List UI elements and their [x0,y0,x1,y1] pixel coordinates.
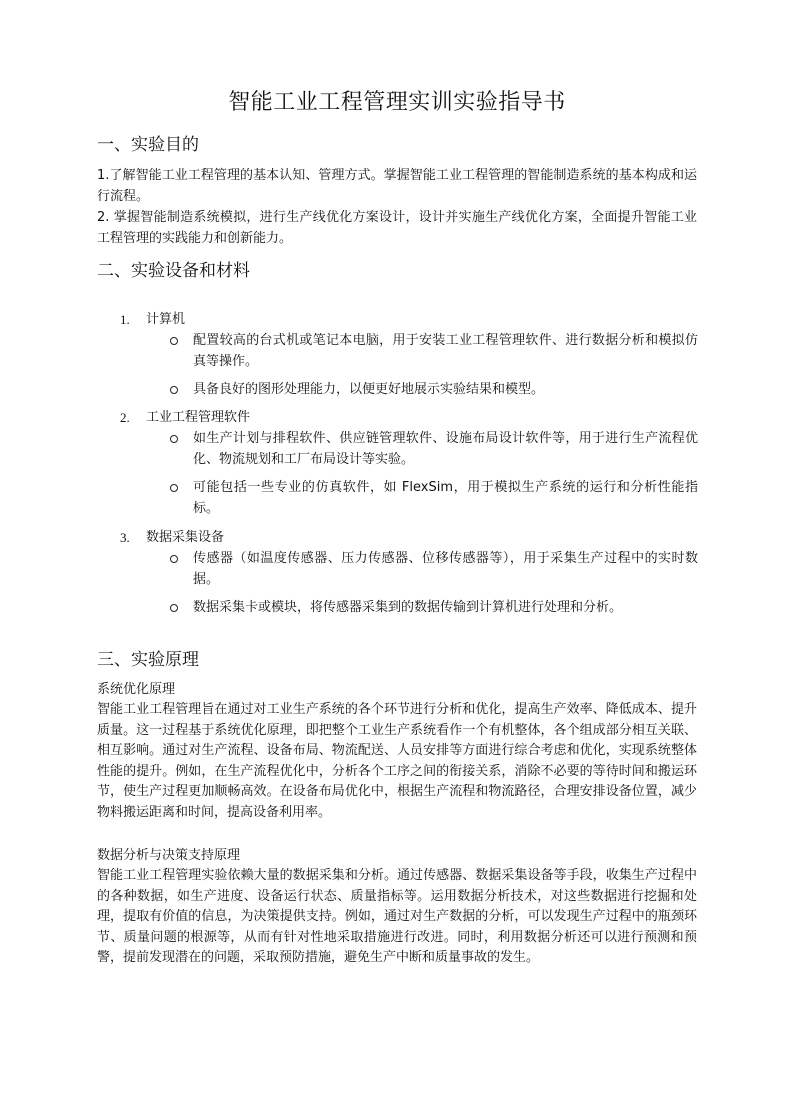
bullet-text: 如生产计划与排程软件、供应链管理软件、设施布局设计软件等，用于进行生产流程优化、物流规划和工厂布局设计等实验。 [193,431,698,467]
bullet-text: 可能包括一些专业的仿真软件，如 FlexSim，用于模拟生产系统的运行和分析性能指标。 [193,480,698,516]
list-item-label-data-acquisition: 数据采集设备 [146,530,225,545]
subsection-heading-data-analysis: 数据分析与决策支持原理 [97,848,241,863]
subsection-text-system-optimization: 智能工业工程管理旨在通过对工业生产系统的各个环节进行分析和优化，提高生产效率、降低成本、提升质量。这一过程基于系统优化原理，即把整个工业生产系统看作一个有机整体，各个组成部分相互关联、相互影响。通过对生产流程、设备布局、物流配送、人员安排等方面进行综合考虑和优化，实现系统整体性能的提升。例如，在生产流程优化中，分析各个工序之间的衔接关系，消除不必要的等待时间和搬运环节，使生产过程更加顺畅高效。在设备布局优化中，根据生产流程和物流路径，合理安排设备位置，减少物料搬运距离和时间，提高设备利用率。 [97,702,697,820]
bullet-text: 传感器（如温度传感器、压力传感器、位移传感器等），用于采集生产过程中的实时数据。 [193,551,698,587]
bullet-circle-icon [170,337,178,345]
list-number: 1. [120,312,130,327]
objective-paragraph-1: 1.了解智能工业工程管理的基本认知、管理方式。掌握智能工业工程管理的智能制造系统的基本构成和运行流程。 [97,168,697,204]
section-heading-equipment: 二、实验设备和材料 [97,261,250,281]
list-item-label-software: 工业工程管理软件 [146,410,251,425]
document-title: 智能工业工程管理实训实验指导书 [228,90,566,115]
bullet-text: 具备良好的图形处理能力，以便更好地展示实验结果和模型。 [193,382,545,397]
subsection-text-data-analysis: 智能工业工程管理实验依赖大量的数据采集和分析。通过传感器、数据采集设备等手段，收集生产过程中的各种数据，如生产进度、设备运行状态、质量指标等。运用数据分析技术，对这些数据进行挖掘和处理，提取有价值的信息，为决策提供支持。例如，通过对生产数据的分析，可以发现生产过程中的瓶颈环节、质量问题的根源等，从而有针对性地采取措施进行改进。同时，利用数据分析还可以进行预测和预警，提前发现潜在的问题，采取预防措施，避免生产中断和质量事故的发生。 [97,868,697,965]
list-item-label-computer: 计算机 [146,312,186,327]
section-heading-objectives: 一、实验目的 [97,135,199,155]
bullet-circle-icon [170,386,178,394]
bullet-text: 数据采集卡或模块，将传感器采集到的数据传输到计算机进行处理和分析。 [193,600,623,615]
bullet-circle-icon [170,604,178,612]
list-number: 3. [120,530,130,545]
bullet-circle-icon [170,435,178,443]
section-heading-principles: 三、实验原理 [97,650,199,670]
list-number: 2. [120,410,130,425]
subsection-heading-system-optimization: 系统优化原理 [97,682,176,697]
bullet-circle-icon [170,484,178,492]
bullet-text: 配置较高的台式机或笔记本电脑，用于安装工业工程管理软件、进行数据分析和模拟仿真等操作。 [193,333,698,369]
objective-paragraph-2: 2. 掌握智能制造系统模拟，进行生产线优化方案设计，设计并实施生产线优化方案，全面提升智能工业工程管理的实践能力和创新能力。 [97,210,697,246]
bullet-circle-icon [170,555,178,563]
